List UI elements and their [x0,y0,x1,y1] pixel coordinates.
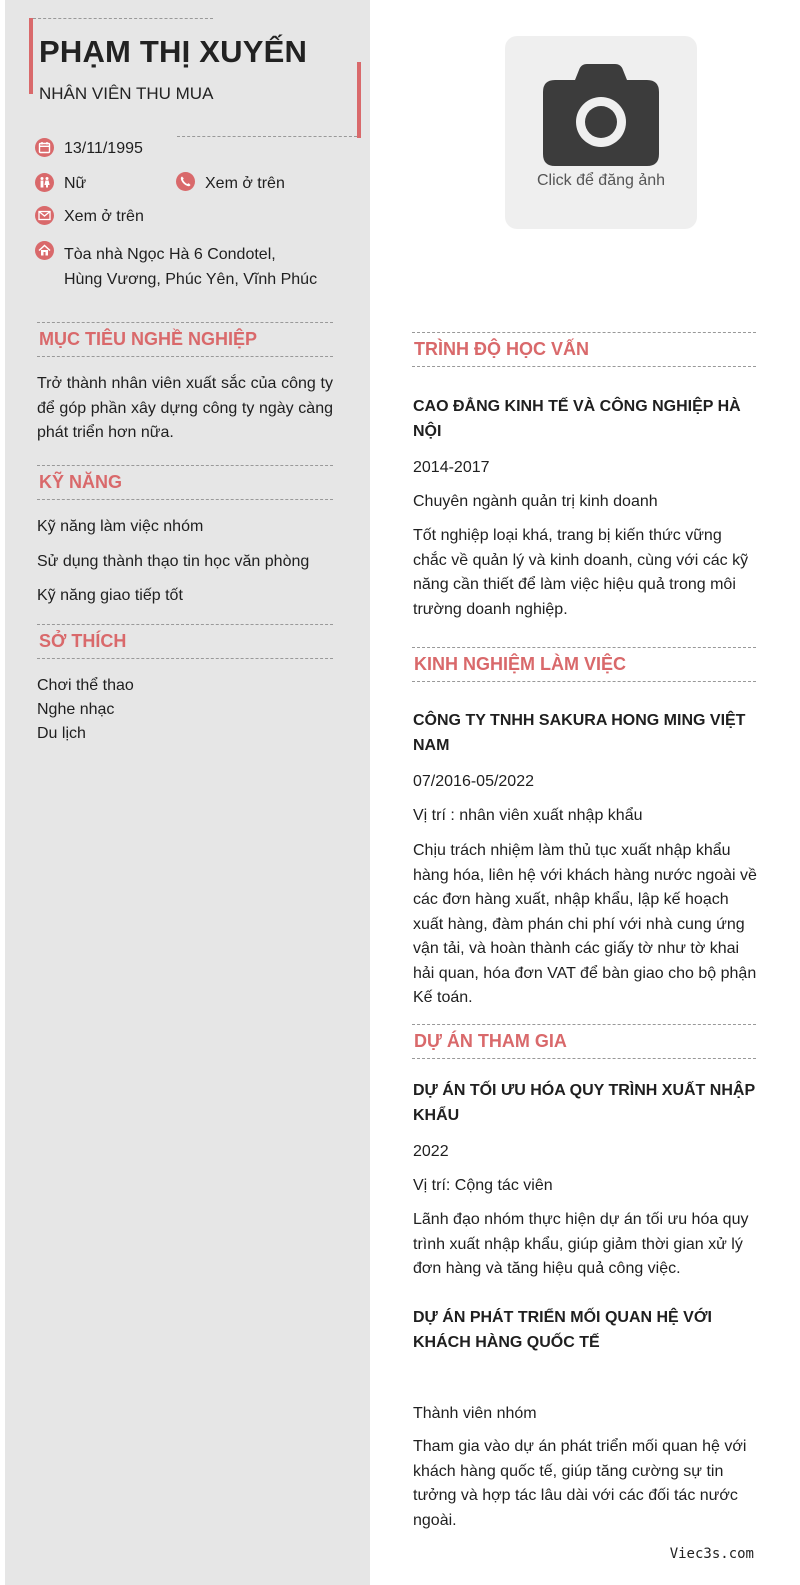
camera-icon [543,64,659,166]
photo-upload[interactable] [505,36,697,229]
company-name [413,709,757,758]
company-name-line: CÔNG TY TNHH SAKURA HONG MING VIỆT [413,712,746,729]
accent-bar-left [29,18,33,94]
home-icon [35,241,54,260]
address-line: Tòa nhà Ngọc Hà 6 Condotel, [64,246,276,263]
company-name-line: NAM [413,736,450,754]
gender-icon [35,173,54,192]
name-block [29,18,361,138]
skills-heading: KỸ NĂNG [37,465,333,500]
projects-heading: DỰ ÁN THAM GIA [412,1024,756,1059]
sidebar [5,0,370,1585]
education-major: Chuyên ngành quản trị kinh doanh [413,493,658,510]
project-role: Thành viên nhóm [413,1405,537,1422]
hobby-item: Nghe nhạc [37,701,115,718]
experience-period: 07/2016-05/2022 [413,773,534,790]
photo-upload-label: Click để đăng ảnh [536,172,666,189]
watermark: Viec3s.com [669,1546,754,1562]
project-description: Lãnh đạo nhóm thực hiện dự án tối ưu hóa quy trình xuất nhập khẩu, giúp giảm thời gian xử lý đơn hàng và tăng hiệu quả công việc. [413,1211,749,1277]
project-title [413,1079,757,1128]
skill-item: Sử dụng thành thạo tin học văn phòng [37,553,310,570]
skill-item: Kỹ năng làm việc nhóm [37,518,204,535]
project-title-line: KHÁCH HÀNG QUỐC TẾ [413,1333,600,1351]
phone-icon [176,172,195,191]
hobbies-heading: SỞ THÍCH [37,624,333,659]
school-name-line: NỘI [413,422,442,440]
experience-heading: KINH NGHIỆM LÀM VIỆC [412,647,756,682]
project-title-line: KHẨU [413,1106,460,1124]
experience-description: Chịu trách nhiệm làm thủ tục xuất nhập khẩu hàng hóa, liên hệ với khách hàng nước ngoài về các đơn hàng xuất, nhập khẩu, lập kế hoạch xuất hàng, đàm phán chi phí với nhà cung ứng vận tải, và hoàn thành các giấy tờ như tờ khai hải quan, hóa đơn VAT để bàn giao cho bộ phận Kế toán. [413,842,757,1006]
job-title: NHÂN VIÊN THU MUA [39,84,214,103]
candidate-name: PHẠM THỊ XUYẾN [39,34,308,69]
education-description: Tốt nghiệp loại khá, trang bị kiến thức vững chắc về quản lý và kinh doanh, cùng với các kỹ năng cần thiết để làm việc hiệu quả trong môi trường doanh nghiệp. [413,527,749,618]
address-text [64,243,317,292]
objective-text: Trở thành nhân viên xuất sắc của công ty để góp phần xây dựng công ty ngày càng phát triển hơn nữa. [37,375,333,441]
education-period: 2014-2017 [413,459,490,476]
project-year: 2022 [413,1143,449,1160]
project-description: Tham gia vào dự án phát triển mối quan hệ với khách hàng quốc tế, giúp tăng cường sự tin tưởng và hợp tác lâu dài với các đối tác nước ngoài. [413,1438,747,1529]
hobby-item: Chơi thể thao [37,677,134,694]
project-role: Vị trí: Cộng tác viên [413,1177,553,1194]
phone-text: Xem ở trên [205,175,285,192]
education-heading: TRÌNH ĐỘ HỌC VẤN [412,332,756,367]
birthday-text: 13/11/1995 [64,140,143,157]
accent-bar-right [357,62,361,138]
experience-position: Vị trí : nhân viên xuất nhập khẩu [413,807,643,824]
school-name-line: CAO ĐẲNG KINH TẾ VÀ CÔNG NGHIỆP HÀ [413,398,741,415]
address-line: Hùng Vương, Phúc Yên, Vĩnh Phúc [64,270,318,288]
email-icon [35,206,54,225]
objective-heading: MỤC TIÊU NGHỀ NGHIỆP [37,322,333,357]
project-title-line: DỰ ÁN PHÁT TRIỂN MỐI QUAN HỆ VỚI [413,1309,712,1326]
calendar-icon [35,138,54,157]
project-title-line: DỰ ÁN TỐI ƯU HÓA QUY TRÌNH XUẤT NHẬP [413,1082,756,1099]
school-name [413,395,757,444]
divider [177,136,357,137]
email-text: Xem ở trên [64,208,144,225]
gender-text: Nữ [64,175,87,192]
skill-item: Kỹ năng giao tiếp tốt [37,587,183,604]
project-title [413,1306,757,1355]
hobby-item: Du lịch [37,725,86,742]
divider [33,18,213,19]
